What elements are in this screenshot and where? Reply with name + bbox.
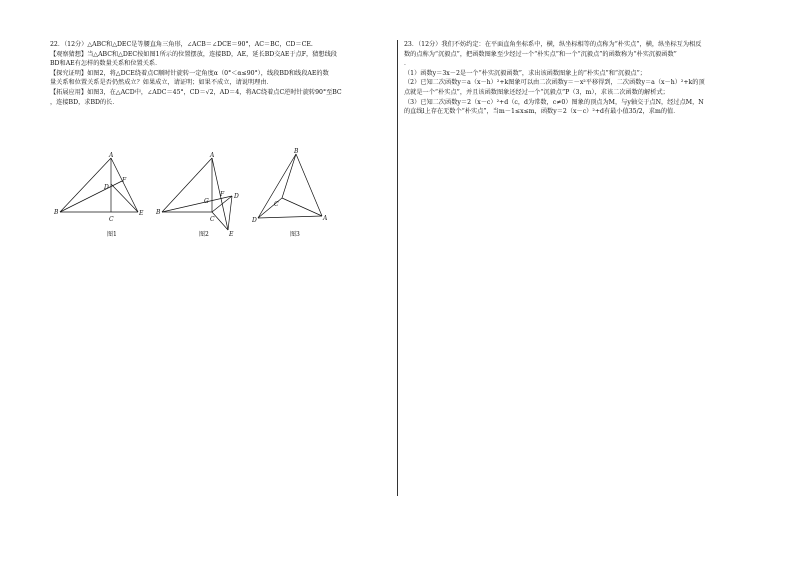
q22-line-7: ，连接BD，求BD的长． [50, 98, 119, 106]
q22-line-6: 【拓展应用】如图3，在△ACD中，∠ADC＝45°，CD＝√2，AD＝4，将AC绕着点C逆时针旋转90°至BC [50, 88, 342, 96]
fig1-point-a: A [109, 152, 114, 159]
q23-line-8: 的直线l上存在无数个“朴实点”，当m－1≤x≤m，函数y＝2（x－c）²+d有最小值35/2，求m的值． [404, 108, 680, 116]
fig2-point-e: E [229, 231, 234, 238]
q22-line-4: 【探究证明】如图2，将△DCE绕着点C顺时针旋转一定角度α（0°＜α≤90°），线段BD和线段AE的数 [50, 69, 329, 77]
figure-2 [152, 148, 252, 240]
q22-line-2: 【观察猜想】当△ABC和△DEC按如图1所示的位置摆放，连接BD，AE，延长BD交AE于点F，猜想线段 [50, 50, 337, 58]
fig3-point-c: C [274, 201, 279, 208]
fig2-point-d: D [234, 193, 239, 200]
q23-line-7: （3）已知二次函数y＝2（x－c）²+d（c，d为常数，c≠0）图象的顶点为M，与y轴交于点N，经过点M，N [404, 98, 704, 106]
fig3-point-b: B [294, 148, 299, 155]
fig1-point-e: E [139, 210, 144, 217]
fig3-point-d: D [252, 217, 257, 224]
fig2-point-a: A [210, 152, 215, 159]
fig3-label: 图3 [290, 231, 300, 238]
q23-line-3: ． [404, 60, 411, 68]
q23-line-2: 数的点称为“沉毅点”，把函数图象至少经过一个“朴实点”和一个“沉毅点”的函数称为“朴实沉毅函数” [404, 50, 677, 58]
figure-3 [252, 148, 352, 240]
fig1-label: 图1 [107, 231, 117, 238]
q22-figures [52, 148, 352, 240]
fig3-point-a: A [323, 215, 328, 222]
fig2-point-f: F [220, 191, 225, 198]
q23-line-1: 23．（12分）我们不妨约定：在平面直角坐标系中，横，纵坐标相等的点称为“朴实点”，横，纵坐标互为相反 [404, 41, 702, 48]
fig1-point-c: C [109, 216, 114, 223]
fig2-point-b: B [156, 209, 161, 216]
question-22 [50, 40, 384, 107]
question-23 [404, 40, 750, 117]
fig1-point-f: F [122, 177, 127, 184]
q22-line-3: BD和AE有怎样的数量关系和位置关系． [50, 60, 162, 68]
fig2-label: 图2 [199, 231, 209, 238]
q22-line-1: 22．（12分）△ABC和△DEC是等腰直角三角形，∠ACB＝∠DCE＝90°，AC＝BC，CD＝CE. [50, 41, 313, 48]
figure-1 [52, 148, 152, 240]
fig1-point-b: B [54, 209, 59, 216]
q23-line-5: （2）已知二次函数y＝a（x－h）²+k图象可以由二次函数y＝－x²平移得到，二次函数y＝a（x－h）²+k的顶 [404, 79, 705, 87]
q23-line-6: 点就是一个“朴实点”，并且该函数图象还经过一个“沉毅点”P（3，m），求该二次函数的解析式； [404, 88, 669, 96]
fig2-point-c: C [210, 216, 215, 223]
q23-line-4: （1）函数y＝3x－2是一个“朴实沉毅函数”，求出该函数图象上的“朴实点”和“沉毅点”； [404, 69, 646, 77]
fig1-point-d: D [104, 184, 109, 191]
column-divider [397, 40, 398, 496]
fig2-point-g: G [204, 198, 209, 205]
q22-line-5: 量关系和位置关系是否仍然成立？如果成立，请证明；如果不成立，请说明理由． [50, 79, 273, 87]
